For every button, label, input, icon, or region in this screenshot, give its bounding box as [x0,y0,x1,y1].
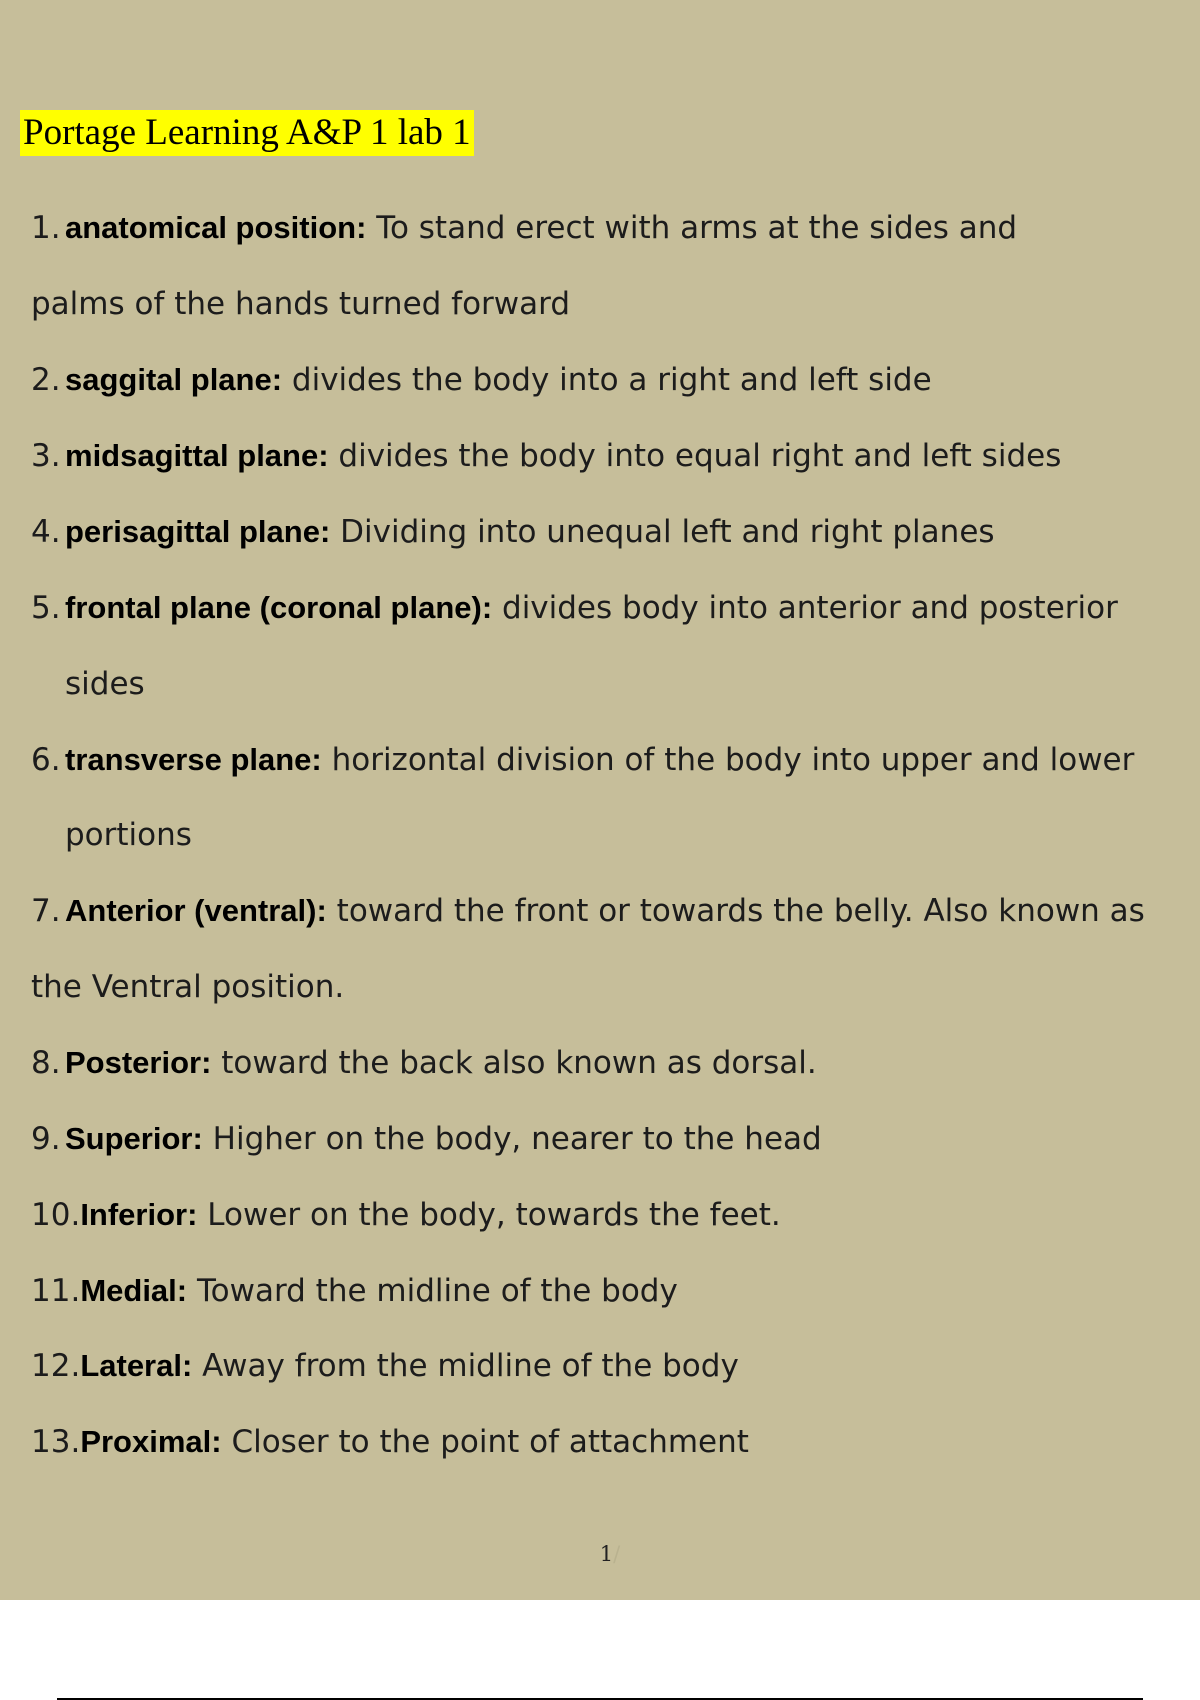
item-continuation: sides [65,666,145,702]
item-continuation: portions [65,817,192,853]
item-term: perisagittal plane: [65,514,331,549]
list-item [31,1197,1191,1233]
item-number: 8. [31,1045,61,1081]
item-term: Superior: [65,1121,203,1156]
item-definition: Toward the midline of the body [187,1273,678,1309]
item-number: 12. [31,1348,81,1384]
item-number: 4. [31,514,61,550]
item-definition: toward the back also known as dorsal. [211,1045,817,1081]
list-item [31,438,1191,474]
list-item [31,210,1191,246]
item-definition: Closer to the point of attachment [221,1424,749,1460]
item-number: 11. [31,1273,81,1309]
item-number: 3. [31,438,61,474]
item-term: midsagittal plane: [65,438,329,473]
item-definition: Lower on the body, towards the feet. [197,1197,781,1233]
list-item [31,362,1191,398]
list-item [31,893,1191,929]
item-definition: toward the front or towards the belly. Also known as [326,893,1145,929]
item-definition: Away from the midline of the body [192,1348,739,1384]
item-definition: Higher on the body, nearer to the head [202,1121,822,1157]
item-number: 10. [31,1197,81,1233]
item-number: 6. [31,742,61,778]
list-item [31,1348,1191,1384]
item-continuation: the Ventral position. [31,969,345,1005]
page-number-suffix: / [613,1542,621,1566]
item-term: anatomical position: [65,210,367,245]
item-term: transverse plane: [65,742,322,777]
item-term: Inferior: [80,1197,198,1232]
item-term: Posterior: [65,1045,212,1080]
item-number: 1. [31,210,61,246]
page-number-value: 1 [599,1542,614,1566]
page-number [0,1542,1200,1566]
list-item [31,742,1191,778]
item-term: Lateral: [80,1348,193,1383]
item-term: Medial: [80,1273,188,1308]
item-number: 5. [31,590,61,626]
item-number: 13. [31,1424,81,1460]
item-definition: horizontal division of the body into upper and lower [321,742,1135,778]
document-title: Portage Learning A&P 1 lab 1 [20,110,474,156]
item-definition: divides the body into equal right and left sides [328,438,1062,474]
item-definition: divides the body into a right and left side [282,362,932,398]
item-definition: Dividing into unequal left and right planes [330,514,995,550]
item-definition: divides body into anterior and posterior [492,590,1118,626]
item-term: Anterior (ventral): [65,893,327,928]
item-term: frontal plane (coronal plane): [65,590,493,625]
list-item [31,1121,1191,1157]
list-item [31,1273,1191,1309]
list-item [31,1045,1191,1081]
item-continuation: palms of the hands turned forward [31,286,571,322]
item-number: 7. [31,893,61,929]
list-item [31,1424,1191,1460]
item-definition: To stand erect with arms at the sides and [366,210,1018,246]
item-term: Proximal: [80,1424,222,1459]
item-number: 2. [31,362,61,398]
list-item [31,514,1191,550]
item-number: 9. [31,1121,61,1157]
item-term: saggital plane: [65,362,283,397]
list-item [31,590,1191,626]
